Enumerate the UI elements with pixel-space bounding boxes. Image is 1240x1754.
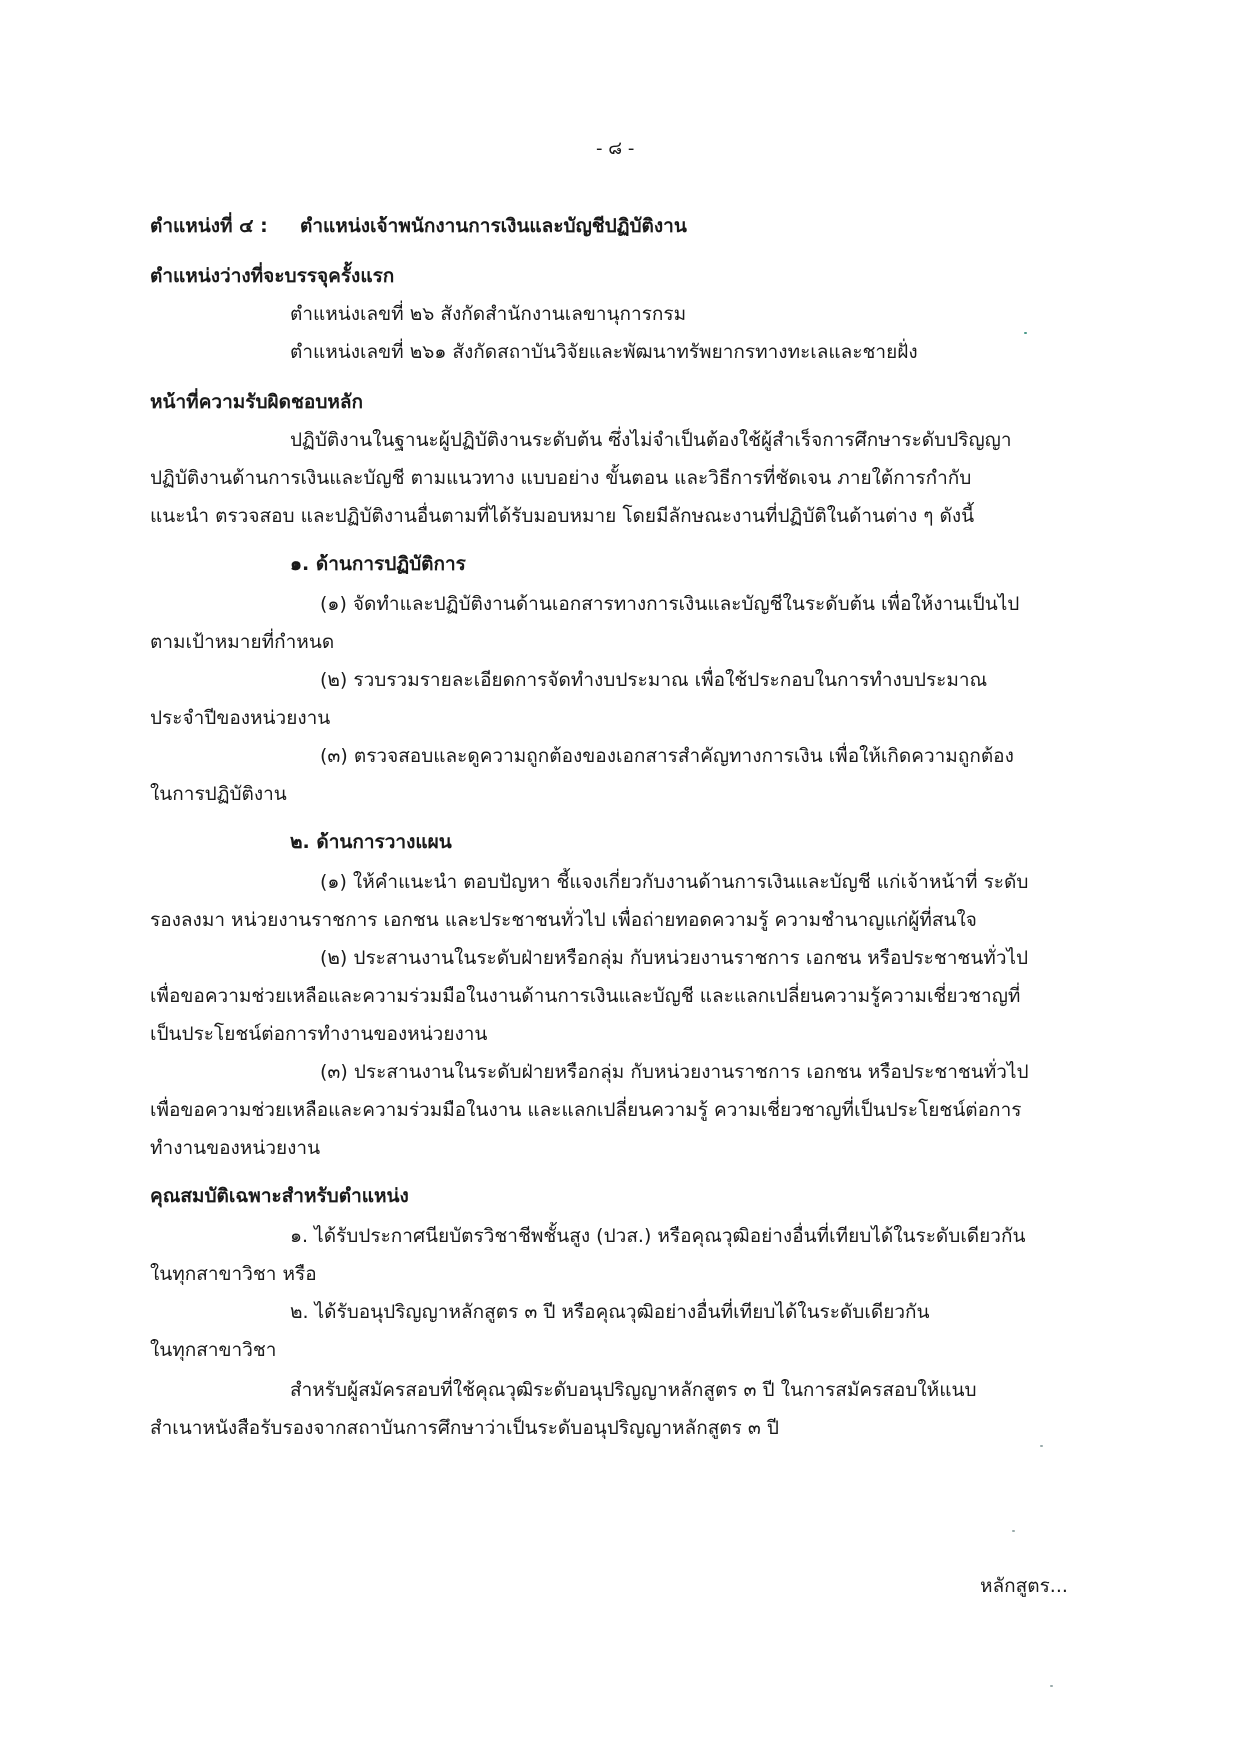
duty-line: ในการปฏิบัติงาน (150, 783, 287, 805)
page-number: - ๘ - (596, 138, 635, 159)
duties-intro-line: ปฏิบัติงานในฐานะผู้ปฏิบัติงานระดับต้น ซึ่งไม่จำเป็นต้องใช้ผู้สำเร็จการศึกษาระดับปริญญา (290, 429, 1012, 451)
duties-heading: หน้าที่ความรับผิดชอบหลัก (150, 391, 364, 413)
duty-line: ทำงานของหน่วยงาน (150, 1137, 321, 1159)
duty-line: ประจำปีของหน่วยงาน (150, 707, 331, 729)
duty-line: ตามเป้าหมายที่กำหนด (150, 631, 335, 653)
section-heading-operations: ๑. ด้านการปฏิบัติการ (290, 553, 466, 575)
duty-line: เพื่อขอความช่วยเหลือและความร่วมมือในงานด้านการเงินและบัญชี และแลกเปลี่ยนความรู้ความเชี่ยวชาญที่ (150, 985, 1021, 1007)
duty-line: (๓) ตรวจสอบและดูความถูกต้องของเอกสารสำคัญทางการเงิน เพื่อให้เกิดความถูกต้อง (320, 745, 1014, 767)
qualifications-heading: คุณสมบัติเฉพาะสำหรับตำแหน่ง (150, 1185, 409, 1207)
duty-line: (๑) ให้คำแนะนำ ตอบปัญหา ชี้แจงเกี่ยวกับงานด้านการเงินและบัญชี แก่เจ้าหน้าที่ ระดับ (320, 871, 1029, 893)
scan-speck (1024, 332, 1027, 334)
qualification-line: ๒. ได้รับอนุปริญญาหลักสูตร ๓ ปี หรือคุณวุฒิอย่างอื่นที่เทียบได้ในระดับเดียวกัน (290, 1301, 930, 1323)
vacancy-heading: ตำแหน่งว่างที่จะบรรจุครั้งแรก (150, 265, 395, 287)
section-heading-planning: ๒. ด้านการวางแผน (290, 831, 452, 853)
vacancy-item: ตำแหน่งเลขที่ ๒๖ สังกัดสำนักงานเลขานุการกรม (290, 303, 687, 325)
scan-speck (1012, 1530, 1015, 1532)
position-label: ตำแหน่งที่ ๔ : (150, 215, 268, 237)
duty-line: (๓) ประสานงานในระดับฝ่ายหรือกลุ่ม กับหน่วยงานราชการ เอกชน หรือประชาชนทั่วไป (320, 1061, 1029, 1083)
scan-speck (1040, 1445, 1043, 1447)
duties-intro-line: แนะนำ ตรวจสอบ และปฏิบัติงานอื่นตามที่ได้รับมอบหมาย โดยมีลักษณะงานที่ปฏิบัติในด้านต่าง ๆ ดังนี้ (150, 505, 975, 527)
qualification-line: ในทุกสาขาวิชา (150, 1339, 277, 1361)
qualification-line: สำเนาหนังสือรับรองจากสถาบันการศึกษาว่าเป็นระดับอนุปริญญาหลักสูตร ๓ ปี (150, 1417, 779, 1439)
duty-line: เป็นประโยชน์ต่อการทำงานของหน่วยงาน (150, 1023, 488, 1045)
qualification-line: ในทุกสาขาวิชา หรือ (150, 1263, 317, 1285)
duty-line: รองลงมา หน่วยงานราชการ เอกชน และประชาชนทั่วไป เพื่อถ่ายทอดความรู้ ความชำนาญแก่ผู้ที่สนใจ (150, 909, 977, 931)
duty-line: (๒) ประสานงานในระดับฝ่ายหรือกลุ่ม กับหน่วยงานราชการ เอกชน หรือประชาชนทั่วไป (320, 947, 1029, 969)
position-title: ตำแหน่งเจ้าพนักงานการเงินและบัญชีปฏิบัติงาน (300, 215, 687, 237)
continuation-note: หลักสูตร... (980, 1575, 1068, 1597)
duty-line: เพื่อขอความช่วยเหลือและความร่วมมือในงาน และแลกเปลี่ยนความรู้ ความเชี่ยวชาญที่เป็นประโยชน์ต่อการ (150, 1099, 1022, 1121)
vacancy-item: ตำแหน่งเลขที่ ๒๖๑ สังกัดสถาบันวิจัยและพัฒนาทรัพยากรทางทะเลและชายฝั่ง (290, 341, 918, 363)
duty-line: (๑) จัดทำและปฏิบัติงานด้านเอกสารทางการเงินและบัญชีในระดับต้น เพื่อให้งานเป็นไป (320, 593, 1020, 615)
qualification-line: สำหรับผู้สมัครสอบที่ใช้คุณวุฒิระดับอนุปริญญาหลักสูตร ๓ ปี ในการสมัครสอบให้แนบ (290, 1379, 977, 1401)
scan-speck (1050, 1685, 1053, 1687)
duties-intro-line: ปฏิบัติงานด้านการเงินและบัญชี ตามแนวทาง แบบอย่าง ขั้นตอน และวิธีการที่ชัดเจน ภายใต้การกำกับ (150, 467, 972, 489)
duty-line: (๒) รวบรวมรายละเอียดการจัดทำงบประมาณ เพื่อใช้ประกอบในการทำงบประมาณ (320, 669, 988, 691)
qualification-line: ๑. ได้รับประกาศนียบัตรวิชาชีพชั้นสูง (ปวส.) หรือคุณวุฒิอย่างอื่นที่เทียบได้ในระดับเดียวกัน (290, 1225, 1026, 1247)
